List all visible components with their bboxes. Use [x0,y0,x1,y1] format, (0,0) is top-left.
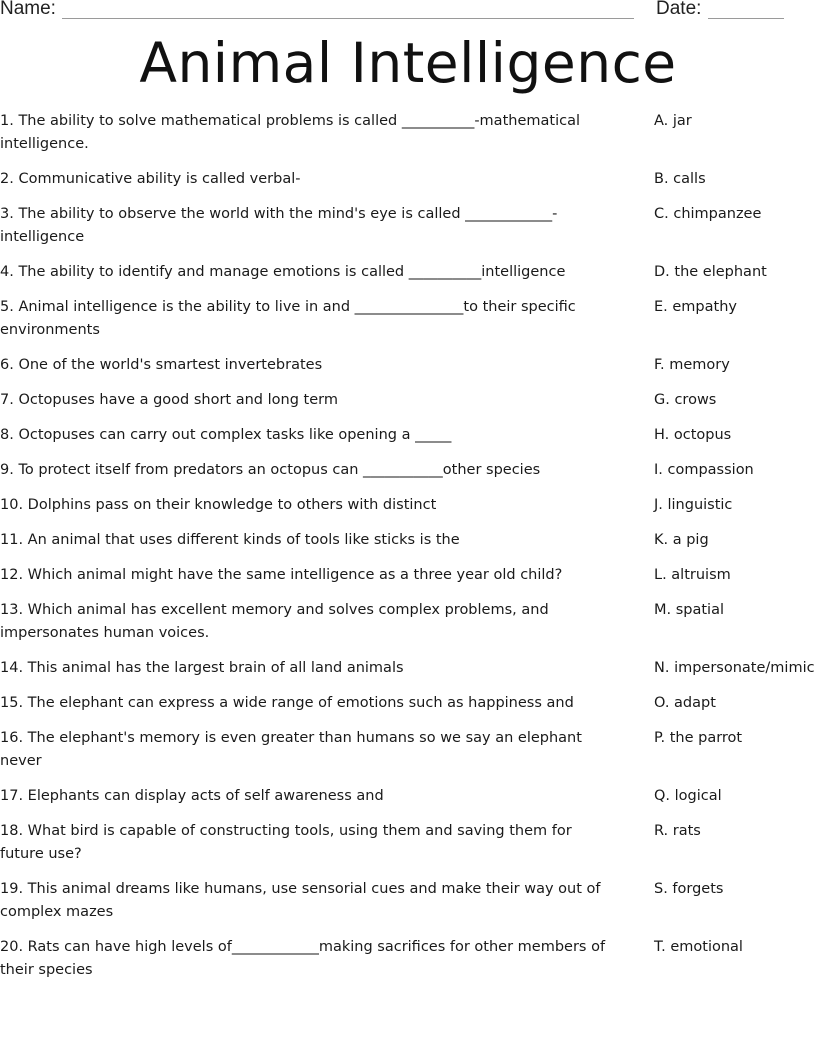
answer-option: R. rats [654,823,701,839]
question-row [0,459,816,482]
question-text: 10. Dolphins pass on their knowledge to others with distinct [0,497,437,513]
answer-option: C. chimpanzee [654,206,762,222]
matching-list [0,110,816,994]
question-row [0,354,816,377]
answer-option: E. empathy [654,299,737,315]
answer-option: I. compassion [654,462,754,478]
name-label: Name: [0,0,56,19]
answer-option: S. forgets [654,881,724,897]
page-title: Animal Intelligence [139,31,677,95]
question-text: 16. The elephant's memory is even greater than humans so we say an elephant never [0,730,582,769]
question-text: 7. Octopuses have a good short and long term [0,392,338,408]
question-text: 11. An animal that uses different kinds of tools like sticks is the [0,532,460,548]
question-text: 2. Communicative ability is called verbal- [0,171,301,187]
question-row [0,820,816,866]
answer-option: J. linguistic [654,497,733,513]
answer-option: B. calls [654,171,706,187]
answer-option: H. octopus [654,427,732,443]
date-line [708,18,784,19]
answer-option: T. emotional [654,939,743,955]
question-text: 5. Animal intelligence is the ability to live in and _______________to their specific environments [0,299,576,338]
answer-option: L. altruism [654,567,731,583]
answer-option: M. spatial [654,602,725,618]
question-text: 3. The ability to observe the world with the mind's eye is called ____________-intelligence [0,206,558,245]
answer-option: Q. logical [654,788,722,804]
question-row [0,657,816,680]
question-text: 14. This animal has the largest brain of all land animals [0,660,404,676]
question-row [0,494,816,517]
question-row [0,203,816,249]
answer-option: A. jar [654,113,692,129]
question-text: 4. The ability to identify and manage emotions is called __________intelligence [0,264,566,280]
answer-option: P. the parrot [654,730,743,746]
question-text: 1. The ability to solve mathematical problems is called __________-mathematical intelligence. [0,113,580,152]
answer-option: N. impersonate/mimic [654,660,815,676]
question-row [0,599,816,645]
question-text: 12. Which animal might have the same intelligence as a three year old child? [0,567,563,583]
answer-option: K. a pig [654,532,709,548]
answer-option: O. adapt [654,695,716,711]
question-row [0,878,816,924]
question-text: 15. The elephant can express a wide range of emotions such as happiness and [0,695,574,711]
question-text: 8. Octopuses can carry out complex tasks like opening a _____ [0,427,452,443]
question-text: 18. What bird is capable of constructing tools, using them and saving them for future use? [0,823,572,862]
question-row [0,110,816,156]
question-row [0,727,816,773]
question-row [0,529,816,552]
question-row [0,296,816,342]
answer-option: D. the elephant [654,264,767,280]
question-text: 19. This animal dreams like humans, use sensorial cues and make their way out of complex mazes [0,881,601,920]
answer-option: G. crows [654,392,717,408]
question-text: 20. Rats can have high levels of____________making sacrifices for other members of their species [0,939,606,978]
question-text: 13. Which animal has excellent memory and solves complex problems, and impersonates human voices. [0,602,549,641]
question-text: 17. Elephants can display acts of self awareness and [0,788,384,804]
worksheet-header [0,0,816,22]
question-row [0,168,816,191]
question-row [0,261,816,284]
question-row [0,564,816,587]
answer-option: F. memory [654,357,730,373]
question-text: 9. To protect itself from predators an octopus can ___________other species [0,462,541,478]
question-text: 6. One of the world's smartest invertebrates [0,357,323,373]
date-label: Date: [656,0,702,19]
question-row [0,389,816,412]
question-row [0,692,816,715]
question-row [0,785,816,808]
question-row [0,424,816,447]
name-line [62,18,634,19]
question-row [0,936,816,982]
